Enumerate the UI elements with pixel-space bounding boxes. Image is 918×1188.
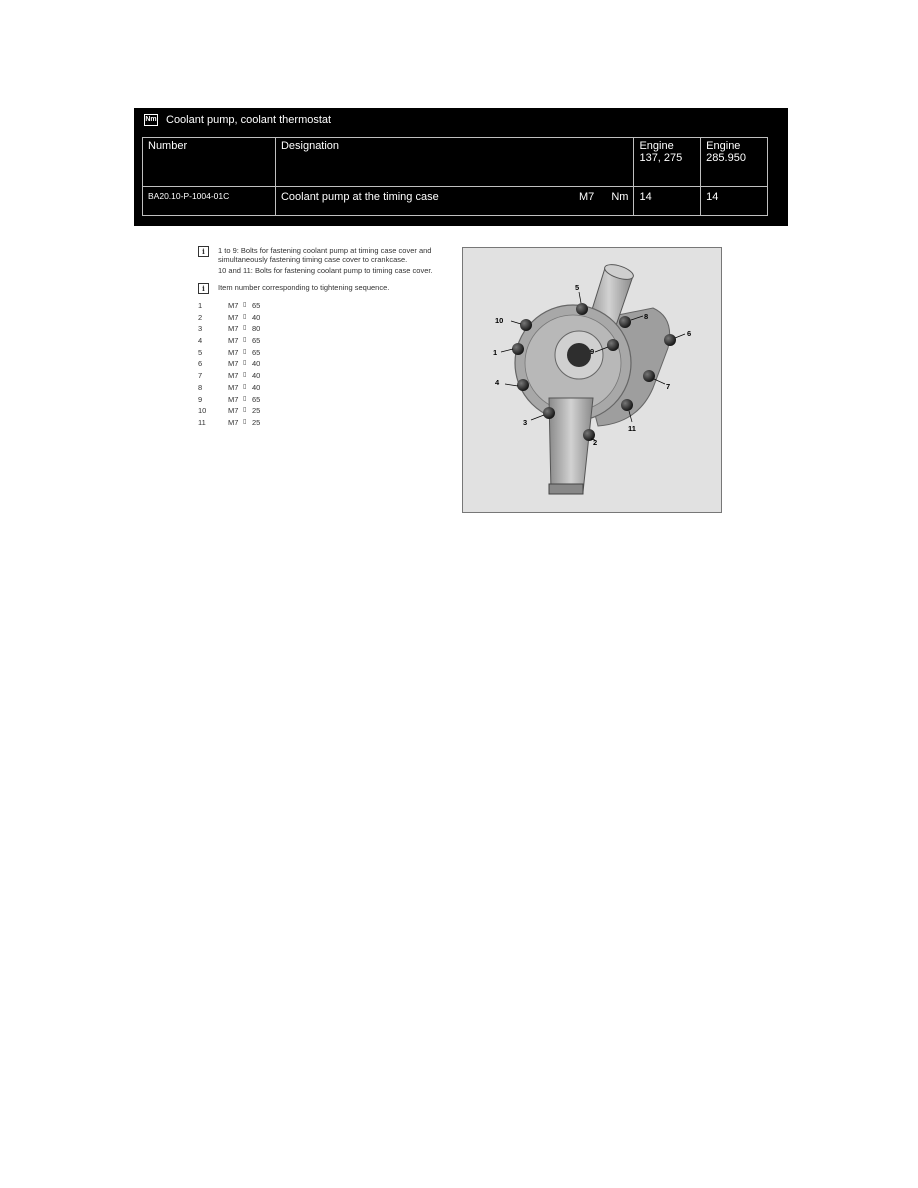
bolt-5 [576, 303, 588, 315]
item-thread: M7 [228, 301, 239, 310]
header-engine-2 [701, 138, 768, 187]
info-icon: i [198, 246, 209, 257]
length-icon: ▯ [243, 313, 247, 320]
header-engine-1-models: 137, 275 [639, 152, 683, 164]
callout-4: 4 [495, 378, 500, 387]
note-sequence [198, 283, 448, 294]
header-engine-1 [634, 138, 701, 187]
list-item [198, 358, 448, 370]
item-number: 5 [198, 347, 203, 357]
panel-title-row [144, 114, 331, 126]
bolt-11 [621, 399, 633, 411]
header-engine-1-label: Engine [639, 140, 674, 152]
table-header-row [143, 138, 768, 187]
note-bolts [198, 246, 448, 277]
tightening-sequence-list [198, 300, 448, 429]
length-icon: ▯ [243, 383, 247, 390]
header-designation: Designation [275, 138, 634, 187]
item-length: 65 [252, 394, 261, 404]
item-thread: M7 [228, 371, 239, 381]
item-thread: M7 [228, 417, 239, 427]
specification-panel [134, 108, 788, 226]
notes-section [198, 246, 448, 429]
item-thread: M7 [228, 382, 239, 392]
item-number: 6 [198, 359, 203, 369]
item-number: 9 [198, 394, 203, 404]
length-icon: ▯ [243, 418, 247, 425]
item-length: 65 [252, 301, 261, 310]
item-thread: M7 [228, 394, 239, 404]
list-item [198, 382, 448, 394]
item-thread: M7 [228, 324, 239, 334]
callout-3: 3 [523, 418, 528, 427]
row-designation [275, 187, 634, 216]
row-thread: M7 [579, 191, 595, 203]
item-thread: M7 [228, 359, 239, 369]
item-length: 40 [252, 359, 261, 369]
bolt-4 [517, 379, 529, 391]
header-engine-2-label: Engine [706, 140, 741, 152]
callout-6: 6 [687, 329, 692, 338]
bolt-3 [543, 407, 555, 419]
bolt-8 [619, 316, 631, 328]
item-number: 7 [198, 371, 203, 381]
item-length: 40 [252, 371, 261, 381]
list-item [198, 300, 448, 312]
header-number: Number [143, 138, 276, 187]
length-icon: ▯ [243, 337, 247, 344]
bolt-10 [520, 319, 532, 331]
list-item [198, 405, 448, 417]
item-length: 80 [252, 324, 261, 334]
header-engine-2-models: 285.950 [706, 152, 746, 164]
coolant-pump-illustration [462, 247, 722, 513]
length-icon: ▯ [243, 372, 247, 379]
item-number: 4 [198, 336, 203, 346]
lower-pipe-end [549, 484, 583, 494]
row-designation-text: Coolant pump at the timing case [280, 191, 439, 203]
list-item [198, 394, 448, 406]
callout-8: 8 [644, 312, 649, 321]
table-row [143, 187, 768, 216]
item-length: 40 [252, 312, 261, 322]
item-length: 25 [252, 406, 261, 416]
callout-5: 5 [575, 283, 580, 292]
item-length: 65 [252, 347, 261, 357]
row-engine-2-value: 14 [701, 187, 768, 216]
callout-7: 7 [666, 382, 671, 391]
note-sequence-text: Item number corresponding to tightening sequence. [218, 283, 390, 292]
row-unit: Nm [611, 191, 629, 203]
callout-1: 1 [493, 348, 498, 357]
length-icon: ▯ [243, 407, 247, 414]
item-number: 1 [198, 301, 203, 310]
coolant-pump-drawing [463, 248, 721, 512]
torque-nm-icon: Nm [144, 114, 158, 126]
bolt-9 [607, 339, 619, 351]
lower-pipe [549, 398, 593, 492]
item-thread: M7 [228, 336, 239, 346]
length-icon: ▯ [243, 348, 247, 355]
item-thread: M7 [228, 406, 239, 416]
note-bolts-line-2: 10 and 11: Bolts for fastening coolant pump to timing case cover. [218, 266, 433, 275]
item-thread: M7 [228, 347, 239, 357]
item-number: 3 [198, 324, 203, 334]
callout-2: 2 [593, 438, 598, 447]
bolt-1 [512, 343, 524, 355]
length-icon: ▯ [243, 325, 247, 332]
list-item [198, 312, 448, 324]
list-item [198, 370, 448, 382]
row-number: BA20.10-P-1004-01C [143, 187, 276, 216]
note-bolts-line-1: 1 to 9: Bolts for fastening coolant pump at timing case cover and simultaneously fastening timing case cover to crankcase. [218, 246, 432, 264]
bolt-7 [643, 370, 655, 382]
callout-10: 10 [495, 316, 504, 325]
pump-shaft [567, 343, 591, 367]
length-icon: ▯ [243, 360, 247, 367]
item-length: 65 [252, 336, 261, 346]
bolt-6 [664, 334, 676, 346]
item-number: 10 [198, 406, 207, 416]
item-length: 40 [252, 382, 261, 392]
item-length: 25 [252, 417, 261, 427]
item-thread: M7 [228, 312, 239, 322]
list-item [198, 417, 448, 429]
torque-spec-table [142, 137, 768, 216]
panel-title: Coolant pump, coolant thermostat [166, 114, 332, 126]
list-item [198, 323, 448, 335]
item-number: 11 [198, 417, 206, 427]
item-number: 2 [198, 312, 203, 322]
list-item [198, 335, 448, 347]
callout-11: 11 [628, 424, 636, 433]
list-item [198, 347, 448, 359]
length-icon: ▯ [243, 395, 247, 402]
item-number: 8 [198, 382, 203, 392]
length-icon: ▯ [243, 302, 247, 308]
info-icon: i [198, 283, 209, 294]
callout-9: 9 [590, 347, 595, 356]
row-engine-1-value: 14 [634, 187, 701, 216]
